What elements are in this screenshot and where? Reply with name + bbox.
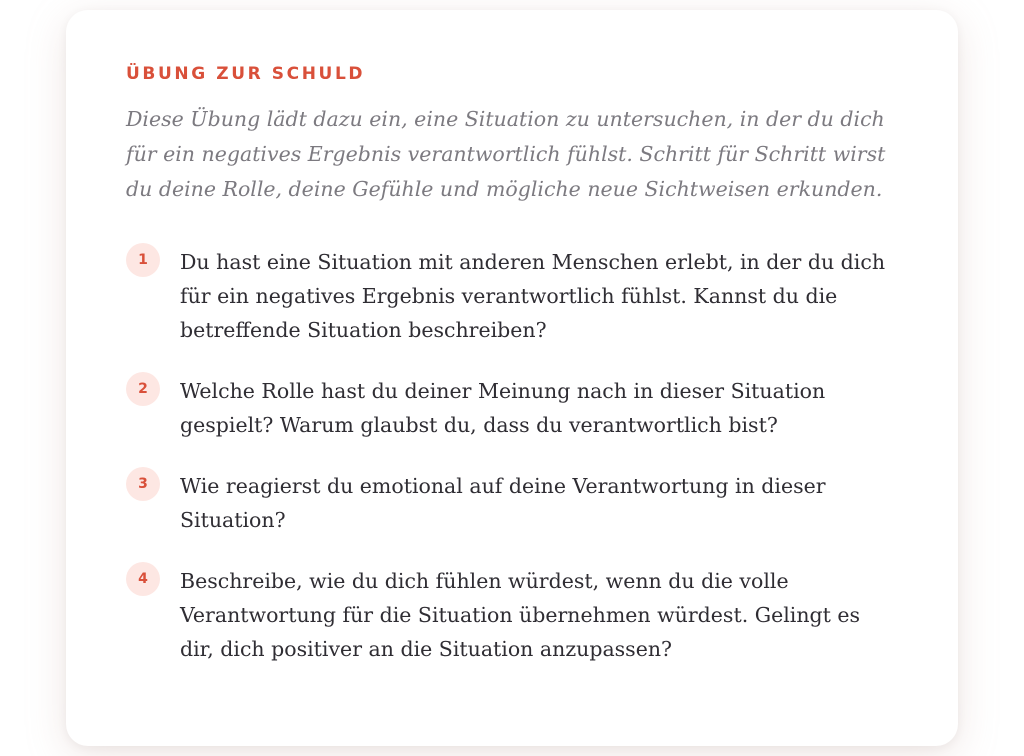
step-question: Beschreibe, wie du dich fühlen würdest, wenn du die volle Verantwortung für die Situation übernehmen würdest. Gelingt es dir, dich positiver an die Situation anzupassen? [180,569,861,661]
step-question: Welche Rolle hast du deiner Meinung nach in dieser Situation gespielt? Warum glaubst du, dass du verantwortlich bist? [180,379,826,437]
step-item [126,564,898,666]
steps-list [126,245,898,666]
step-item [126,245,898,347]
exercise-intro: Diese Übung lädt dazu ein, eine Situation zu untersuchen, in der du dich für ein negatives Ergebnis verantwortlich fühlst. Schritt für Schritt wirst du deine Rolle, deine Gefühle und mögliche neue Sichtweisen erkunden. [126,107,886,201]
step-item [126,469,898,537]
exercise-card [66,10,958,746]
step-number-badge: 1 [126,243,160,277]
step-item [126,374,898,442]
exercise-title: ÜBUNG ZUR SCHULD [126,64,366,84]
step-number-badge: 4 [126,562,160,596]
step-question: Du hast eine Situation mit anderen Menschen erlebt, in der du dich für ein negatives Ergebnis verantwortlich fühlst. Kannst du die betreffende Situation beschreiben? [180,250,886,342]
step-question: Wie reagierst du emotional auf deine Verantwortung in dieser Situation? [180,474,826,532]
step-number-badge: 3 [126,467,160,501]
step-number-badge: 2 [126,372,160,406]
